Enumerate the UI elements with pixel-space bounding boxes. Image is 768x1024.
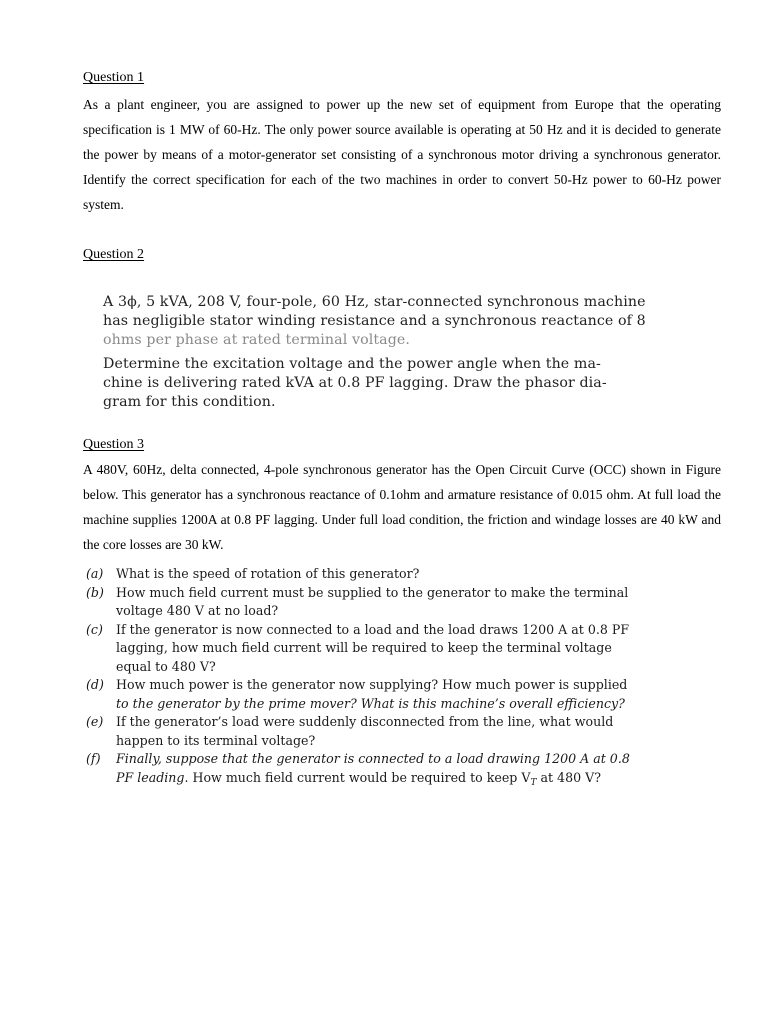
q2-task-line-1: Determine the excitation voltage and the power angle when the ma-: [103, 356, 601, 372]
q2-given-line-3: ohms per phase at rated terminal voltage.: [103, 332, 411, 348]
question-3-parts-list: [86, 565, 646, 792]
part-c-line-2: lagging, how much field current will be required to keep the terminal voltage: [116, 640, 612, 655]
question-2-scanned-text: [103, 293, 663, 412]
q2-task-line-2: chine is delivering rated kVA at 0.8 PF lagging. Draw the phasor dia-: [103, 375, 607, 391]
part-text: [116, 584, 646, 621]
part-f-line-2-end: at 480 V?: [536, 769, 601, 785]
part-c-line-1: If the generator is now connected to a load and the load draws 1200 A at 0.8 PF: [116, 621, 630, 637]
part-text: [116, 750, 646, 792]
question-1-body: As a plant engineer, you are assigned to power up the new set of equipment from Europe that the operating specification is 1 MW of 60-Hz. The only power source available is operating at 50 Hz and it is decided to generate the power by means of a motor-generator set consisting of a synchronous motor driving a synchronous generator. Identify the correct specification for each of the two machines in order to convert 50-Hz power to 60-Hz power system.: [83, 97, 721, 212]
part-e-line-1: If the generator’s load were suddenly disconnected from the line, what would: [116, 714, 614, 729]
part-d-line-2: to the generator by the prime mover? What is this machine’s overall efficiency?: [116, 695, 625, 711]
part-f-line-2: [116, 769, 646, 793]
list-item: [86, 584, 646, 621]
part-label: (b): [86, 584, 104, 600]
q2-given-line-2: has negligible stator winding resistance and a synchronous reactance of 8: [103, 313, 646, 329]
pf-leading-text: PF leading: [116, 769, 185, 785]
list-item: [86, 565, 646, 584]
part-label: (a): [86, 566, 104, 581]
part-f-line-1: Finally, suppose that the generator is connected to a load drawing 1200 A at 0.8: [116, 751, 630, 766]
part-text: [116, 621, 646, 677]
part-text: [116, 565, 646, 584]
list-item: [86, 621, 646, 677]
part-label: (c): [86, 621, 103, 637]
q2-given-line-1: A 3ϕ, 5 kVA, 208 V, four-pole, 60 Hz, star-connected synchronous machine: [103, 294, 646, 310]
question-1-heading: Question 1: [83, 70, 145, 85]
question-3-heading: Question 3: [83, 437, 145, 452]
q2-task-line-3: gram for this condition.: [103, 394, 276, 410]
list-item: [86, 713, 646, 750]
part-a-line-1: What is the speed of rotation of this generator?: [116, 566, 420, 581]
part-text: [116, 713, 646, 750]
part-label: (f): [86, 751, 101, 766]
part-e-line-2: happen to its terminal voltage?: [116, 732, 316, 748]
question-2-heading: Question 2: [83, 247, 145, 262]
part-label: (e): [86, 714, 104, 729]
part-label: (d): [86, 677, 104, 692]
list-item: [86, 750, 646, 792]
part-d-line-1: How much power is the generator now supplying? How much power is supplied: [116, 677, 628, 692]
list-item: [86, 676, 646, 713]
part-text: [116, 676, 646, 713]
part-b-line-2: voltage 480 V at no load?: [116, 603, 279, 618]
part-c-line-3: equal to 480 V?: [116, 658, 216, 674]
question-3-body: A 480V, 60Hz, delta connected, 4-pole synchronous generator has the Open Circuit Curve (OCC) shown in Figure below. This generator has a synchronous reactance of 0.1ohm and armature resistance of 0.015 ohm. At full load the machine supplies 1200A at 0.8 PF lagging. Under full load condition, the friction and windage losses are 40 kW and the core losses are 30 kW.: [83, 462, 721, 552]
vt-subscript: T: [530, 777, 537, 788]
part-b-line-1: How much field current must be supplied to the generator to make the terminal: [116, 584, 629, 600]
part-f-line-2-main: . How much field current would be required to keep V: [184, 769, 531, 785]
